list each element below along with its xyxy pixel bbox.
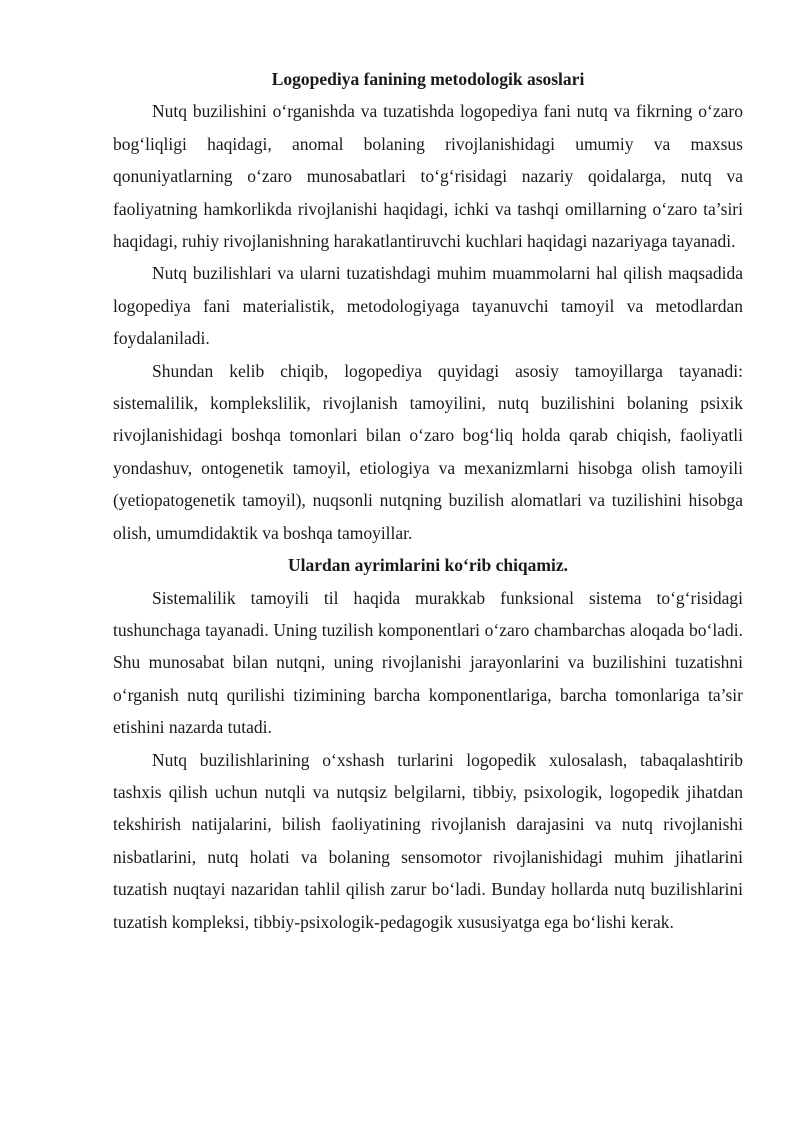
paragraph: Nutq buzilishlari va ularni tuzatishdagi muhim muammolarni hal qilish maqsadida logopediya fani materialistik, metodologiyaga tayanuvchi tamoyil va metodlardan foydalaniladi. (113, 263, 743, 349)
document-body (113, 69, 743, 938)
document-title: Logopediya fanining metodologik asoslari (271, 69, 585, 89)
paragraph: Nutq buzilishini o‘rganishda va tuzatishda logopediya fani nutq va fikrning o‘zaro bog‘liqligi haqidagi, anomal bolaning rivojlanishidagi umumiy va maxsus qonuniyatlarning o‘zaro munosabatlari to‘g‘risidagi nazariy qoidalarga, nutq va faoliyatning hamkorlikda rivojlanishi haqidagi, ichki va tashqi omillarning o‘zaro ta’siri haqidagi, ruhiy rivojlanishning harakatlantiruvchi kuchlari haqidagi nazariyaga tayanadi. (113, 101, 743, 252)
section-subheading: Ulardan ayrimlarini ko‘rib chiqamiz. (288, 555, 568, 576)
paragraph: Sistemalilik tamoyili til haqida murakkab funksional sistema to‘g‘risidagi tushunchaga tayanadi. Uning tuzilish komponentlari o‘zaro chambarchas aloqada bo‘ladi. Shu munosabat bilan nutqni, uning rivojlanishi jarayonlarini va buzilishini tuzatishni o‘rganish nutq qurilishi tizimining barcha komponentlariga, barcha tomonlariga ta’sir etishini nazarda tutadi. (113, 587, 743, 738)
paragraph: Shundan kelib chiqib, logopediya quyidagi asosiy tamoyillarga tayanadi: sistemalilik, komplekslilik, rivojlanish tamoyilini, nutq buzilishini bolaning psixik rivojlanishidagi boshqa tomonlari bilan o‘zaro bog‘liq holda qarab chiqish, faoliyatli yondashuv, ontogenetik tamoyil, etiologiya va mexanizmlarni hisobga olish tamoyili (yetiopatogenetik tamoyil), nuqsonli nutqning buzilish alomatlari va tuzilishini hisobga olish, umumdidaktik va boshqa tamoyillar. (113, 360, 743, 543)
paragraph: Nutq buzilishlarining o‘xshash turlarini logopedik xulosalash, tabaqalashtirib tashxis qilish uchun nutqli va nutqsiz belgilarni, tibbiy, psixologik, logopedik jihatdan tekshirish natijalarini, bilish faoliyatining rivojlanish darajasini va nutq rivojlanishi nisbatlarini, nutq holati va bolaning sensomotor rivojlanishidagi muhim jihatlarini tuzatish nuqtayi nazaridan tahlil qilish zarur bo‘ladi. Bunday hollarda nutq buzilishlarini tuzatish kompleksi, tibbiy-psixologik-pedagogik xususiyatga ega bo‘lishi kerak. (113, 749, 743, 932)
